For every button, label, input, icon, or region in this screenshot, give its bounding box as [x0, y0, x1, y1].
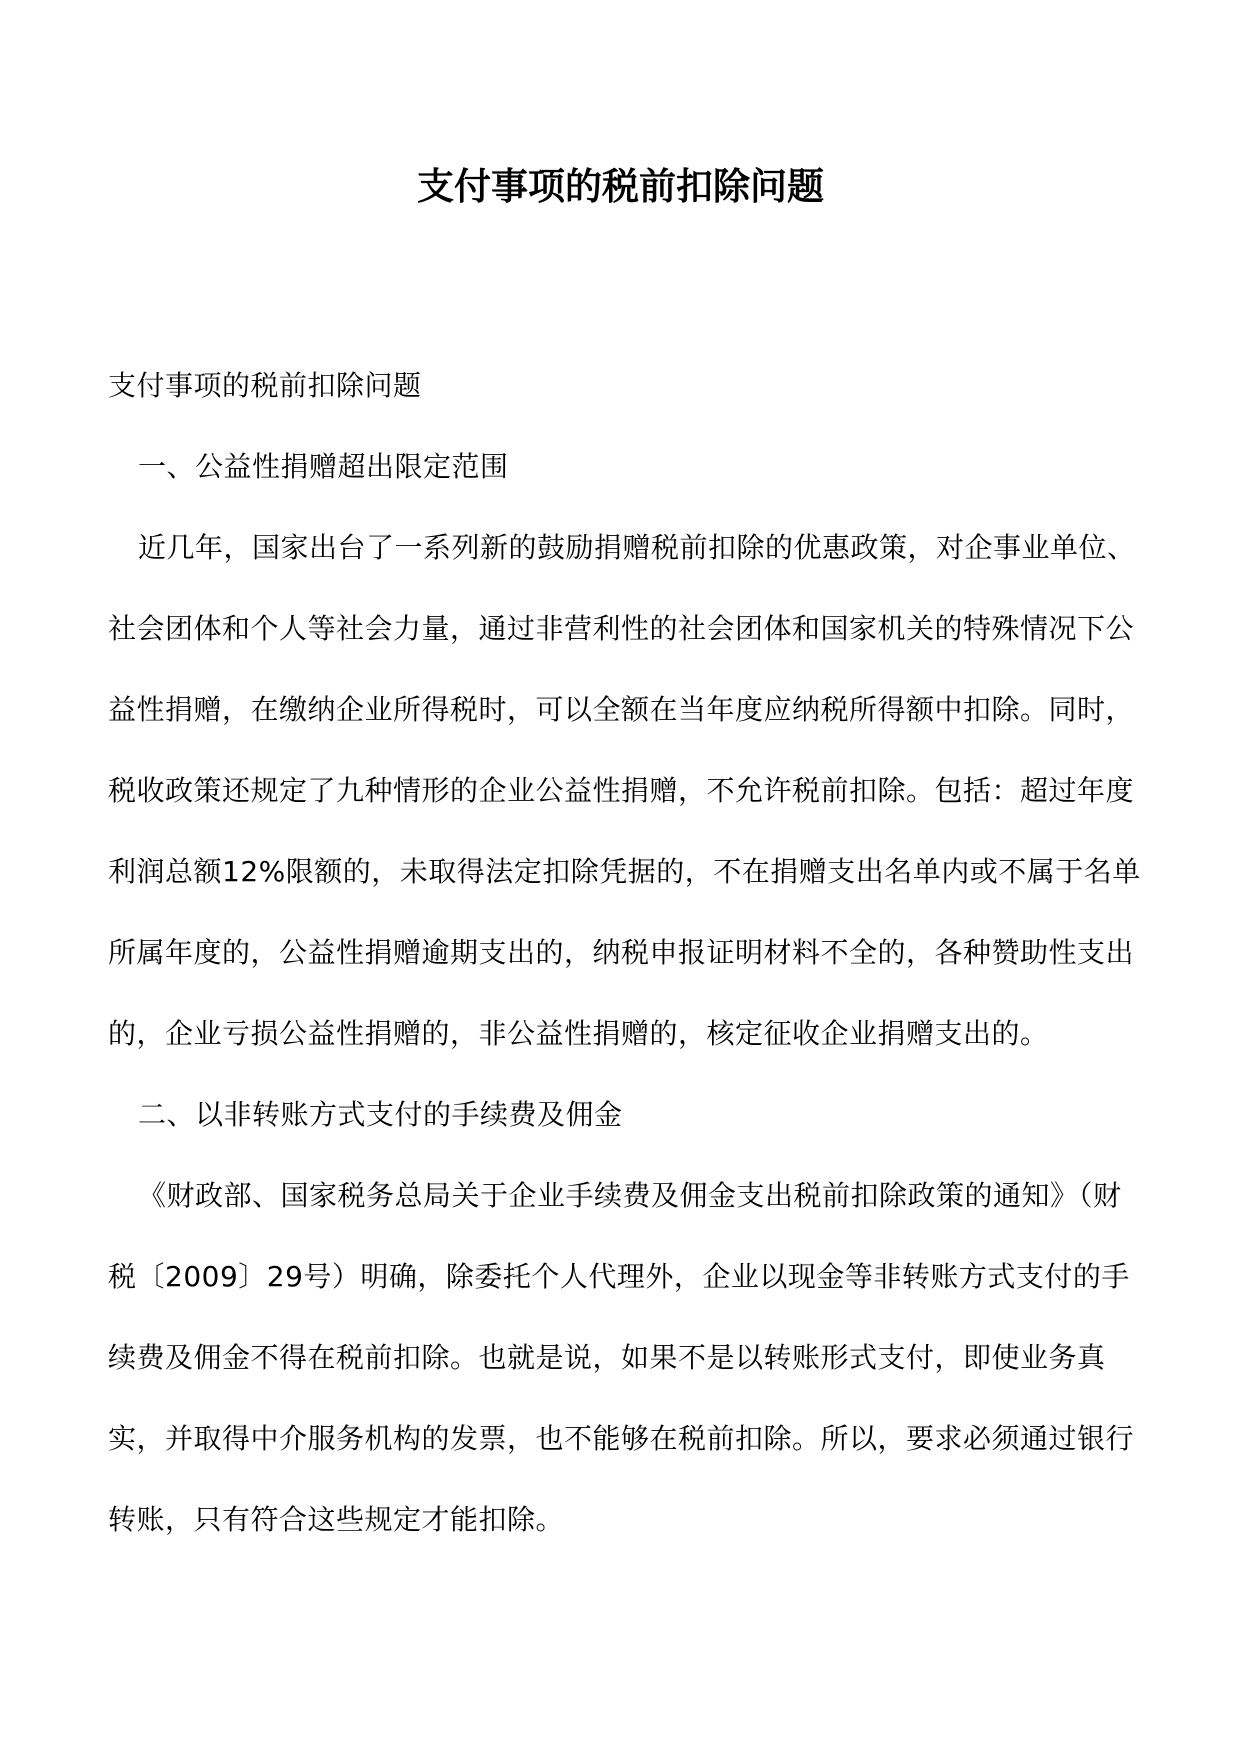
section-heading: 二、以非转账方式支付的手续费及佣金 — [138, 1098, 623, 1131]
subtitle: 支付事项的税前扣除问题 — [108, 369, 422, 402]
section-heading: 一、公益性捐赠超出限定范围 — [138, 450, 509, 483]
document-title: 支付事项的税前扣除问题 — [417, 164, 824, 208]
paragraph: 近几年，国家出台了一系列新的鼓励捐赠税前扣除的优惠政策，对企事业单位、社会团体和个人等社会力量，通过非营利性的社会团体和国家机关的特殊情况下公益性捐赠，在缴纳企业所得税时，可以全额在当年度应纳税所得额中扣除。同时，税收政策还规定了九种情形的企业公益性捐赠，不允许税前扣除。包括：超过年度利润总额12%限额的，未取得法定扣除凭据的，不在捐赠支出名单内或不属于名单所属年度的，公益性捐赠逾期支出的，纳税申报证明材料不全的，各种赞助性支出的，企业亏损公益性捐赠的，非公益性捐赠的，核定征收企业捐赠支出的。 — [108, 531, 1141, 1050]
document-body — [108, 345, 1141, 1560]
paragraph: 《财政部、国家税务总局关于企业手续费及佣金支出税前扣除政策的通知》（财税〔2009〕29号）明确，除委托个人代理外，企业以现金等非转账方式支付的手续费及佣金不得在税前扣除。也就是说，如果不是以转账形式支付，即使业务真实，并取得中介服务机构的发票，也不能够在税前扣除。所以，要求必须通过银行转账，只有符合这些规定才能扣除。 — [108, 1179, 1135, 1536]
